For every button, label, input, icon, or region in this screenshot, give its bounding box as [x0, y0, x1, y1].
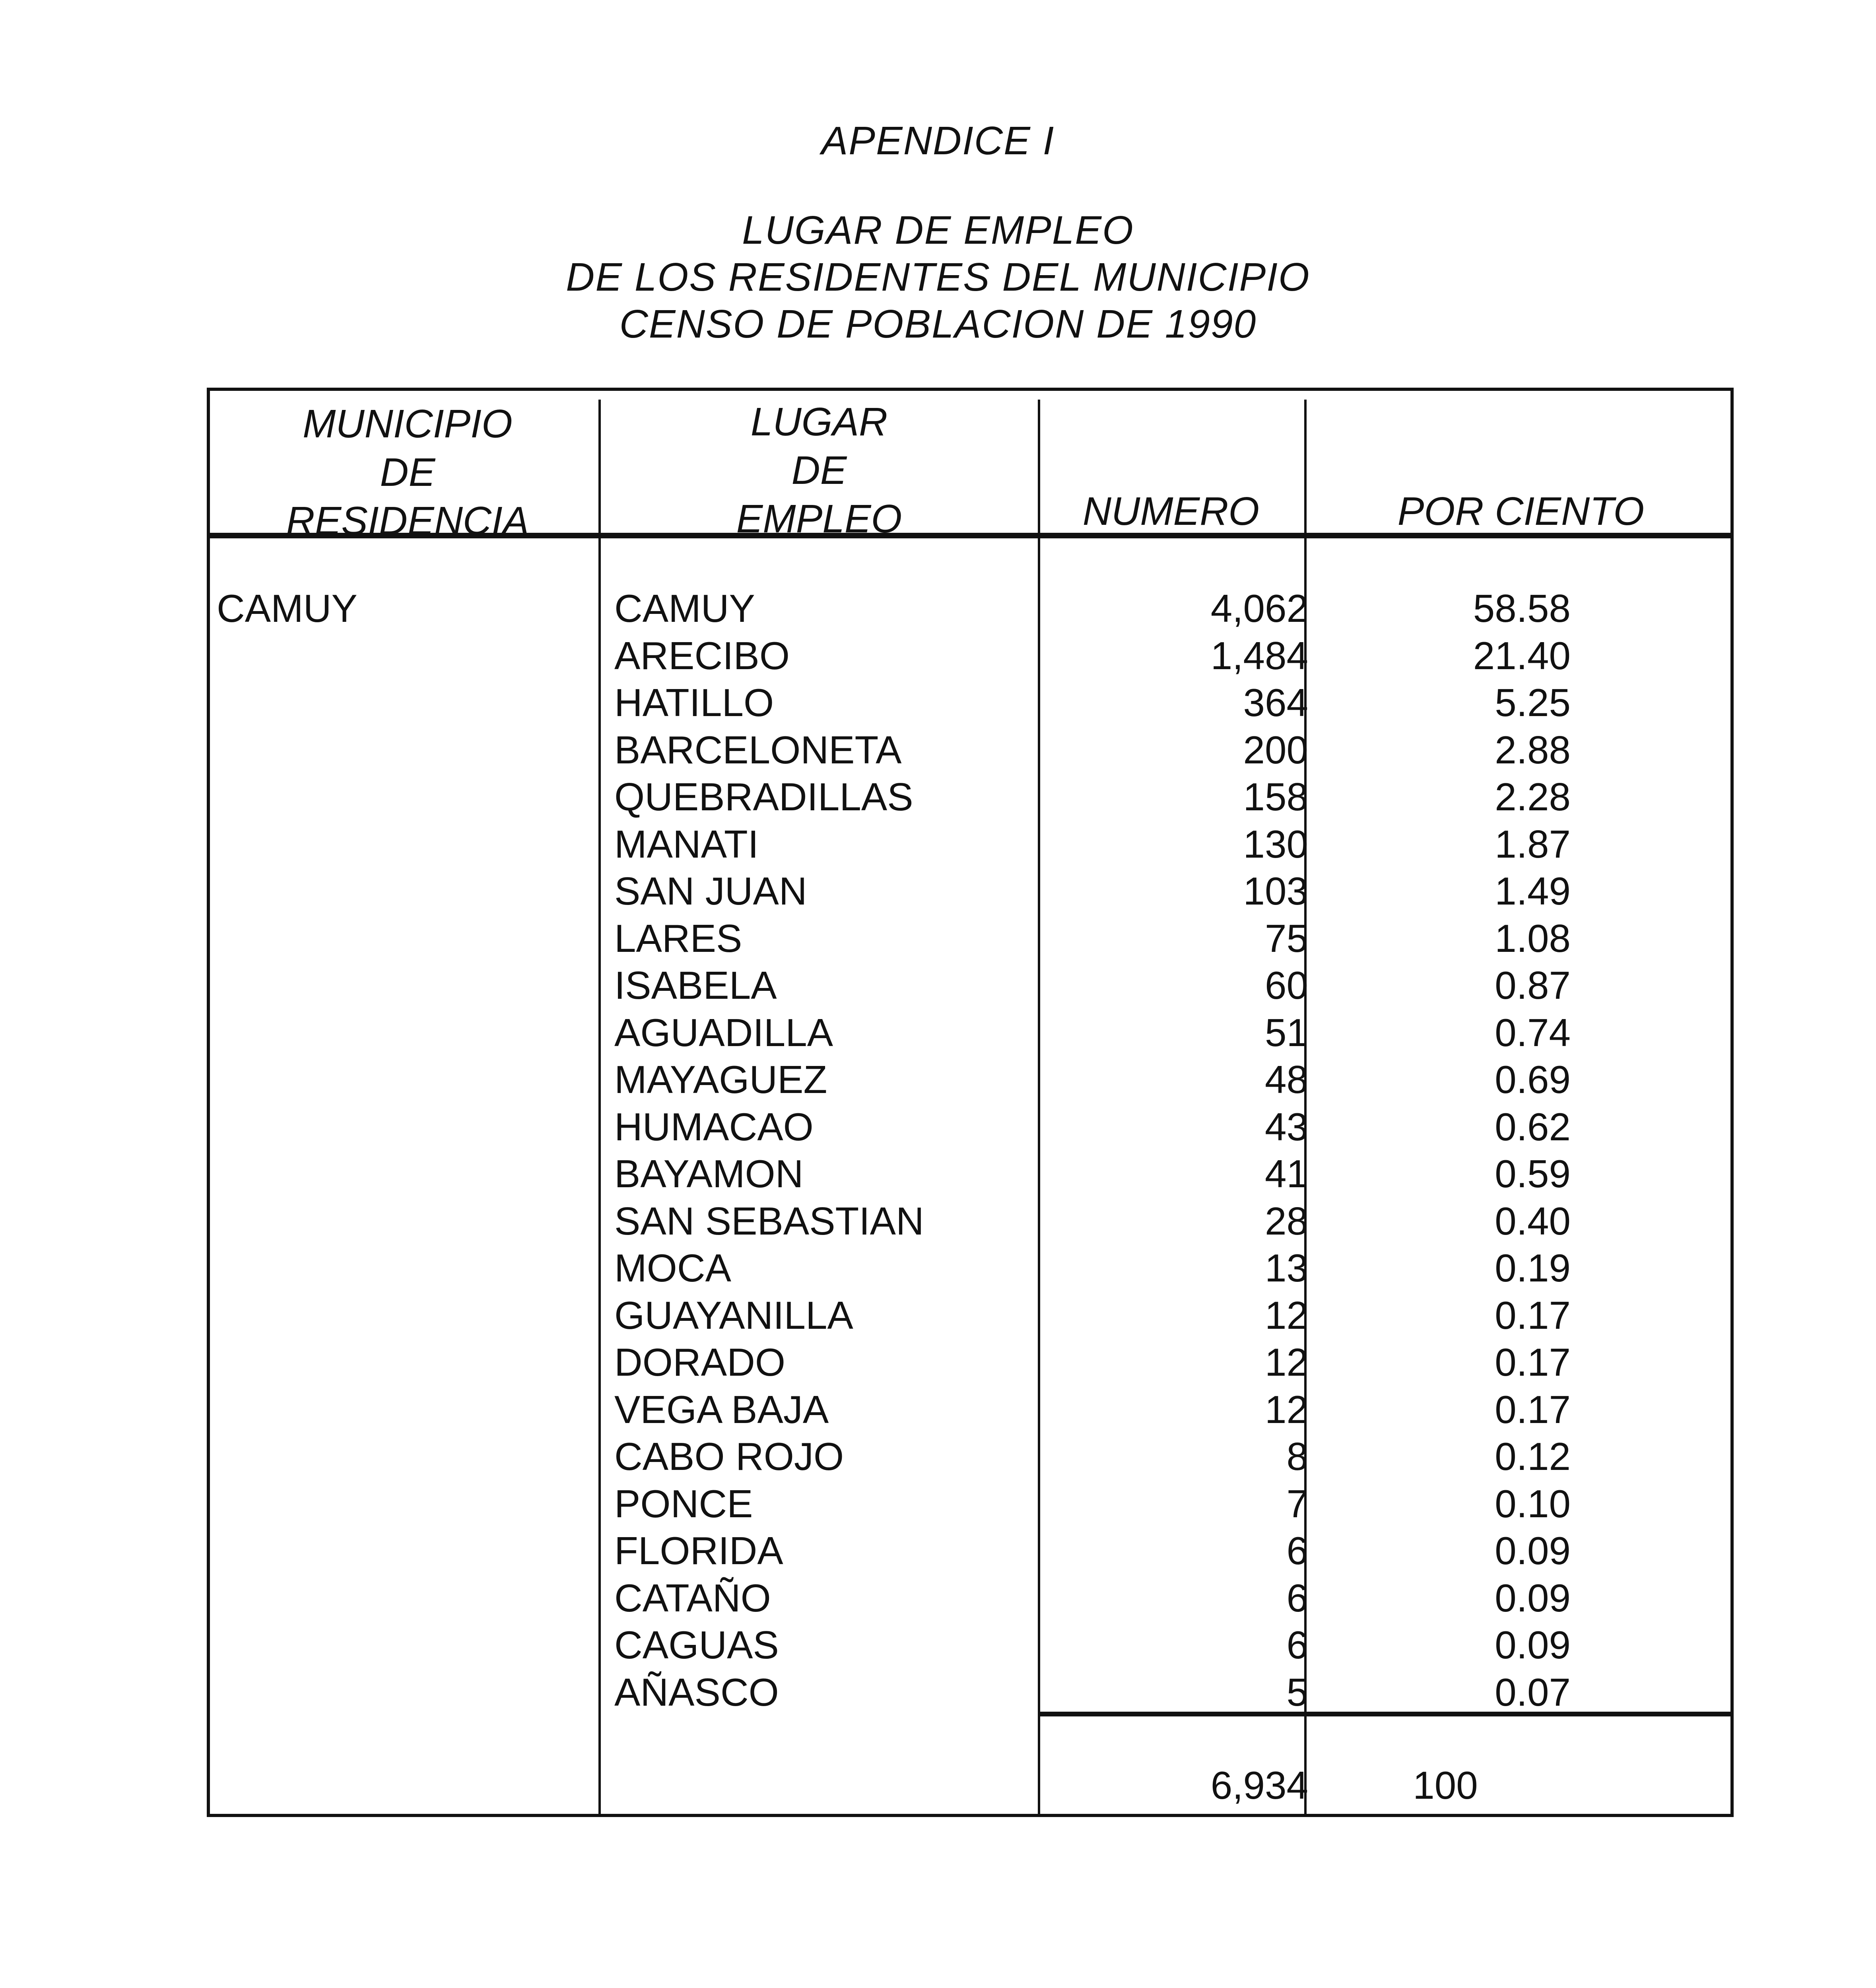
row-lugar: MAYAGUEZ — [614, 1058, 827, 1101]
row-por-ciento: 0.12 — [1495, 1435, 1571, 1478]
row-por-ciento: 0.09 — [1495, 1576, 1571, 1620]
residence-municipio: CAMUY — [217, 586, 357, 630]
appendix-title: APENDICE I — [821, 118, 1055, 163]
row-por-ciento: 0.74 — [1495, 1011, 1571, 1054]
row-lugar: HATILLO — [614, 681, 774, 724]
column-divider-1 — [598, 400, 601, 1817]
table-title — [0, 207, 1876, 348]
row-por-ciento: 1.08 — [1495, 916, 1571, 960]
column-divider-2 — [1038, 400, 1040, 1817]
row-por-ciento: 0.17 — [1495, 1388, 1571, 1431]
row-lugar: AGUADILLA — [614, 1011, 833, 1054]
row-lugar: BARCELONETA — [614, 728, 902, 772]
row-por-ciento: 21.40 — [1473, 634, 1571, 678]
row-por-ciento: 0.40 — [1495, 1199, 1571, 1243]
header-municipio-line-3: RESIDENCIA — [286, 499, 529, 543]
row-numero: 6 — [1286, 1529, 1308, 1573]
row-lugar: GUAYANILLA — [614, 1293, 853, 1337]
header-numero: NUMERO — [1082, 489, 1260, 534]
row-numero: 6 — [1286, 1576, 1308, 1620]
header-lugar-line-2: DE — [791, 448, 847, 493]
header-municipio — [223, 400, 592, 545]
row-numero: 364 — [1243, 681, 1308, 724]
row-por-ciento: 0.59 — [1495, 1152, 1571, 1196]
row-numero: 13 — [1264, 1246, 1308, 1290]
title-line-2: DE LOS RESIDENTES DEL MUNICIPIO — [566, 255, 1310, 299]
header-lugar-line-3: EMPLEO — [736, 497, 902, 541]
row-numero: 6 — [1286, 1623, 1308, 1667]
row-numero: 4,062 — [1210, 586, 1308, 630]
row-lugar: DORADO — [614, 1340, 786, 1384]
row-numero: 8 — [1286, 1435, 1308, 1478]
row-por-ciento: 0.17 — [1495, 1293, 1571, 1337]
row-por-ciento: 58.58 — [1473, 586, 1571, 630]
row-numero: 75 — [1264, 916, 1308, 960]
row-lugar: SAN SEBASTIAN — [614, 1199, 924, 1243]
row-lugar: ARECIBO — [614, 634, 790, 678]
row-por-ciento: 1.49 — [1495, 869, 1571, 913]
row-lugar: CATAÑO — [614, 1576, 771, 1620]
row-numero: 130 — [1243, 822, 1308, 866]
header-lugar — [604, 398, 1034, 543]
row-numero: 51 — [1264, 1011, 1308, 1054]
row-numero: 5 — [1286, 1670, 1308, 1714]
row-numero: 48 — [1264, 1058, 1308, 1101]
header-municipio-line-2: DE — [380, 450, 435, 495]
row-numero: 60 — [1264, 963, 1308, 1007]
row-lugar: HUMACAO — [614, 1105, 814, 1149]
row-por-ciento: 1.87 — [1495, 822, 1571, 866]
row-por-ciento: 0.09 — [1495, 1623, 1571, 1667]
row-numero: 28 — [1264, 1199, 1308, 1243]
row-numero: 12 — [1264, 1340, 1308, 1384]
row-por-ciento: 5.25 — [1495, 681, 1571, 724]
row-numero: 41 — [1264, 1152, 1308, 1196]
row-lugar: FLORIDA — [614, 1529, 783, 1573]
total-por-ciento: 100 — [1413, 1763, 1478, 1807]
row-numero: 12 — [1264, 1388, 1308, 1431]
row-por-ciento: 0.19 — [1495, 1246, 1571, 1290]
row-por-ciento: 0.87 — [1495, 963, 1571, 1007]
row-numero: 103 — [1243, 869, 1308, 913]
row-lugar: BAYAMON — [614, 1152, 804, 1196]
header-lugar-line-1: LUGAR — [750, 400, 888, 444]
header-por-ciento: POR CIENTO — [1397, 489, 1645, 534]
row-por-ciento: 0.62 — [1495, 1105, 1571, 1149]
row-lugar: SAN JUAN — [614, 869, 807, 913]
row-lugar: CAMUY — [614, 586, 755, 630]
row-lugar: AÑASCO — [614, 1670, 779, 1714]
row-por-ciento: 0.10 — [1495, 1482, 1571, 1526]
row-por-ciento: 2.28 — [1495, 775, 1571, 819]
row-lugar: MANATI — [614, 822, 759, 866]
row-numero: 158 — [1243, 775, 1308, 819]
row-numero: 12 — [1264, 1293, 1308, 1337]
row-lugar: PONCE — [614, 1482, 753, 1526]
row-por-ciento: 0.69 — [1495, 1058, 1571, 1101]
row-por-ciento: 0.07 — [1495, 1670, 1571, 1714]
header-municipio-line-1: MUNICIPIO — [303, 402, 513, 446]
row-por-ciento: 0.17 — [1495, 1340, 1571, 1384]
row-numero: 43 — [1264, 1105, 1308, 1149]
row-lugar: MOCA — [614, 1246, 731, 1290]
title-line-3: CENSO DE POBLACION DE 1990 — [619, 302, 1257, 346]
row-lugar: CABO ROJO — [614, 1435, 844, 1478]
title-line-1: LUGAR DE EMPLEO — [742, 208, 1134, 252]
row-lugar: CAGUAS — [614, 1623, 779, 1667]
row-numero: 200 — [1243, 728, 1308, 772]
row-lugar: ISABELA — [614, 963, 777, 1007]
row-lugar: LARES — [614, 916, 742, 960]
row-por-ciento: 0.09 — [1495, 1529, 1571, 1573]
row-lugar: VEGA BAJA — [614, 1388, 829, 1431]
row-numero: 1,484 — [1210, 634, 1308, 678]
total-numero: 6,934 — [1210, 1763, 1308, 1807]
row-lugar: QUEBRADILLAS — [614, 775, 913, 819]
row-por-ciento: 2.88 — [1495, 728, 1571, 772]
row-numero: 7 — [1286, 1482, 1308, 1526]
